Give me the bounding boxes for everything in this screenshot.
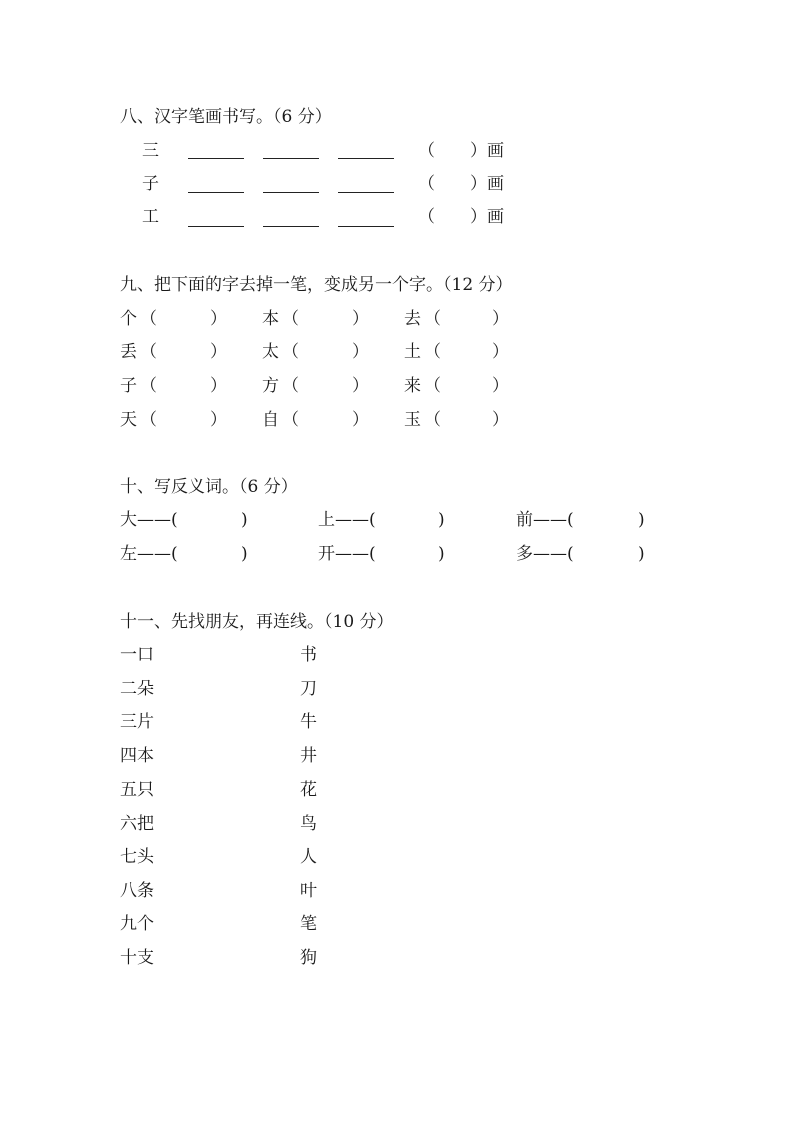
open-paren: （ — [282, 376, 299, 396]
stroke-char: 三 — [142, 141, 159, 161]
match-left-item[interactable]: 五只 — [120, 780, 154, 800]
antonym-prompt: 多——( — [516, 544, 574, 564]
antonym-prompt: 前——( — [516, 510, 574, 530]
close-paren: ） — [352, 309, 369, 329]
match-left-item[interactable]: 三片 — [120, 712, 154, 732]
open-paren: （ — [424, 410, 441, 430]
antonym-prompt: 左——( — [120, 544, 178, 564]
source-char: 去 — [404, 309, 421, 329]
open-paren: （ — [282, 309, 299, 329]
close-paren: ） — [210, 342, 227, 362]
close-paren: ） — [210, 410, 227, 430]
source-char: 丢 — [120, 342, 137, 362]
match-left-item[interactable]: 四本 — [120, 746, 154, 766]
match-right-item[interactable]: 井 — [300, 746, 317, 766]
stroke-char: 工 — [142, 207, 159, 227]
match-left-item[interactable]: 六把 — [120, 814, 154, 834]
source-char: 子 — [120, 376, 137, 396]
close-paren: ） — [352, 376, 369, 396]
open-paren: （ — [282, 342, 299, 362]
blank-line[interactable] — [263, 158, 319, 159]
stroke-count-suffix: ）画 — [470, 207, 504, 227]
match-right-item[interactable]: 刀 — [300, 679, 317, 699]
close-paren: ) — [638, 544, 645, 564]
close-paren: ) — [438, 544, 445, 564]
source-char: 土 — [404, 342, 421, 362]
blank-line[interactable] — [188, 192, 244, 193]
stroke-count-suffix: ）画 — [470, 141, 504, 161]
section-10-title: 十、写反义词。（6 分） — [120, 477, 298, 497]
close-paren: ） — [352, 410, 369, 430]
match-right-item[interactable]: 牛 — [300, 712, 317, 732]
stroke-count-suffix: ）画 — [470, 174, 504, 194]
close-paren: ） — [492, 309, 509, 329]
open-paren: （ — [424, 376, 441, 396]
open-paren: （ — [140, 376, 157, 396]
stroke-char: 子 — [142, 174, 159, 194]
close-paren: ） — [210, 309, 227, 329]
close-paren: ） — [492, 342, 509, 362]
match-right-item[interactable]: 叶 — [300, 881, 317, 901]
match-right-item[interactable]: 人 — [300, 847, 317, 867]
source-char: 玉 — [404, 410, 421, 430]
open-paren: （ — [424, 342, 441, 362]
close-paren: ） — [352, 342, 369, 362]
open-paren: （ — [140, 309, 157, 329]
blank-line[interactable] — [338, 192, 394, 193]
open-paren: （ — [140, 342, 157, 362]
open-paren: （ — [418, 141, 435, 161]
blank-line[interactable] — [263, 226, 319, 227]
match-right-item[interactable]: 花 — [300, 780, 317, 800]
source-char: 天 — [120, 410, 137, 430]
antonym-prompt: 上——( — [318, 510, 376, 530]
match-left-item[interactable]: 九个 — [120, 914, 154, 934]
close-paren: ） — [210, 376, 227, 396]
section-11-title: 十一、先找朋友，再连线。（10 分） — [120, 612, 394, 632]
open-paren: （ — [418, 174, 435, 194]
blank-line[interactable] — [338, 158, 394, 159]
source-char: 个 — [120, 309, 137, 329]
close-paren: ） — [492, 376, 509, 396]
source-char: 太 — [262, 342, 279, 362]
match-right-item[interactable]: 狗 — [300, 948, 317, 968]
section-8-title: 八、汉字笔画书写。（6 分） — [120, 107, 332, 127]
close-paren: ） — [492, 410, 509, 430]
match-left-item[interactable]: 十支 — [120, 948, 154, 968]
match-right-item[interactable]: 鸟 — [300, 814, 317, 834]
antonym-prompt: 开——( — [318, 544, 376, 564]
close-paren: ) — [638, 510, 645, 530]
blank-line[interactable] — [188, 158, 244, 159]
close-paren: ) — [241, 510, 248, 530]
antonym-prompt: 大——( — [120, 510, 178, 530]
open-paren: （ — [140, 410, 157, 430]
match-left-item[interactable]: 一口 — [120, 645, 154, 665]
source-char: 方 — [262, 376, 279, 396]
match-left-item[interactable]: 七头 — [120, 847, 154, 867]
match-left-item[interactable]: 二朵 — [120, 679, 154, 699]
match-right-item[interactable]: 书 — [300, 645, 317, 665]
source-char: 自 — [262, 410, 279, 430]
match-right-item[interactable]: 笔 — [300, 914, 317, 934]
close-paren: ) — [241, 544, 248, 564]
blank-line[interactable] — [338, 226, 394, 227]
close-paren: ) — [438, 510, 445, 530]
open-paren: （ — [418, 207, 435, 227]
open-paren: （ — [282, 410, 299, 430]
source-char: 来 — [404, 376, 421, 396]
blank-line[interactable] — [263, 192, 319, 193]
blank-line[interactable] — [188, 226, 244, 227]
open-paren: （ — [424, 309, 441, 329]
match-left-item[interactable]: 八条 — [120, 881, 154, 901]
section-9-title: 九、把下面的字去掉一笔，变成另一个字。（12 分） — [120, 275, 513, 295]
source-char: 本 — [262, 309, 279, 329]
